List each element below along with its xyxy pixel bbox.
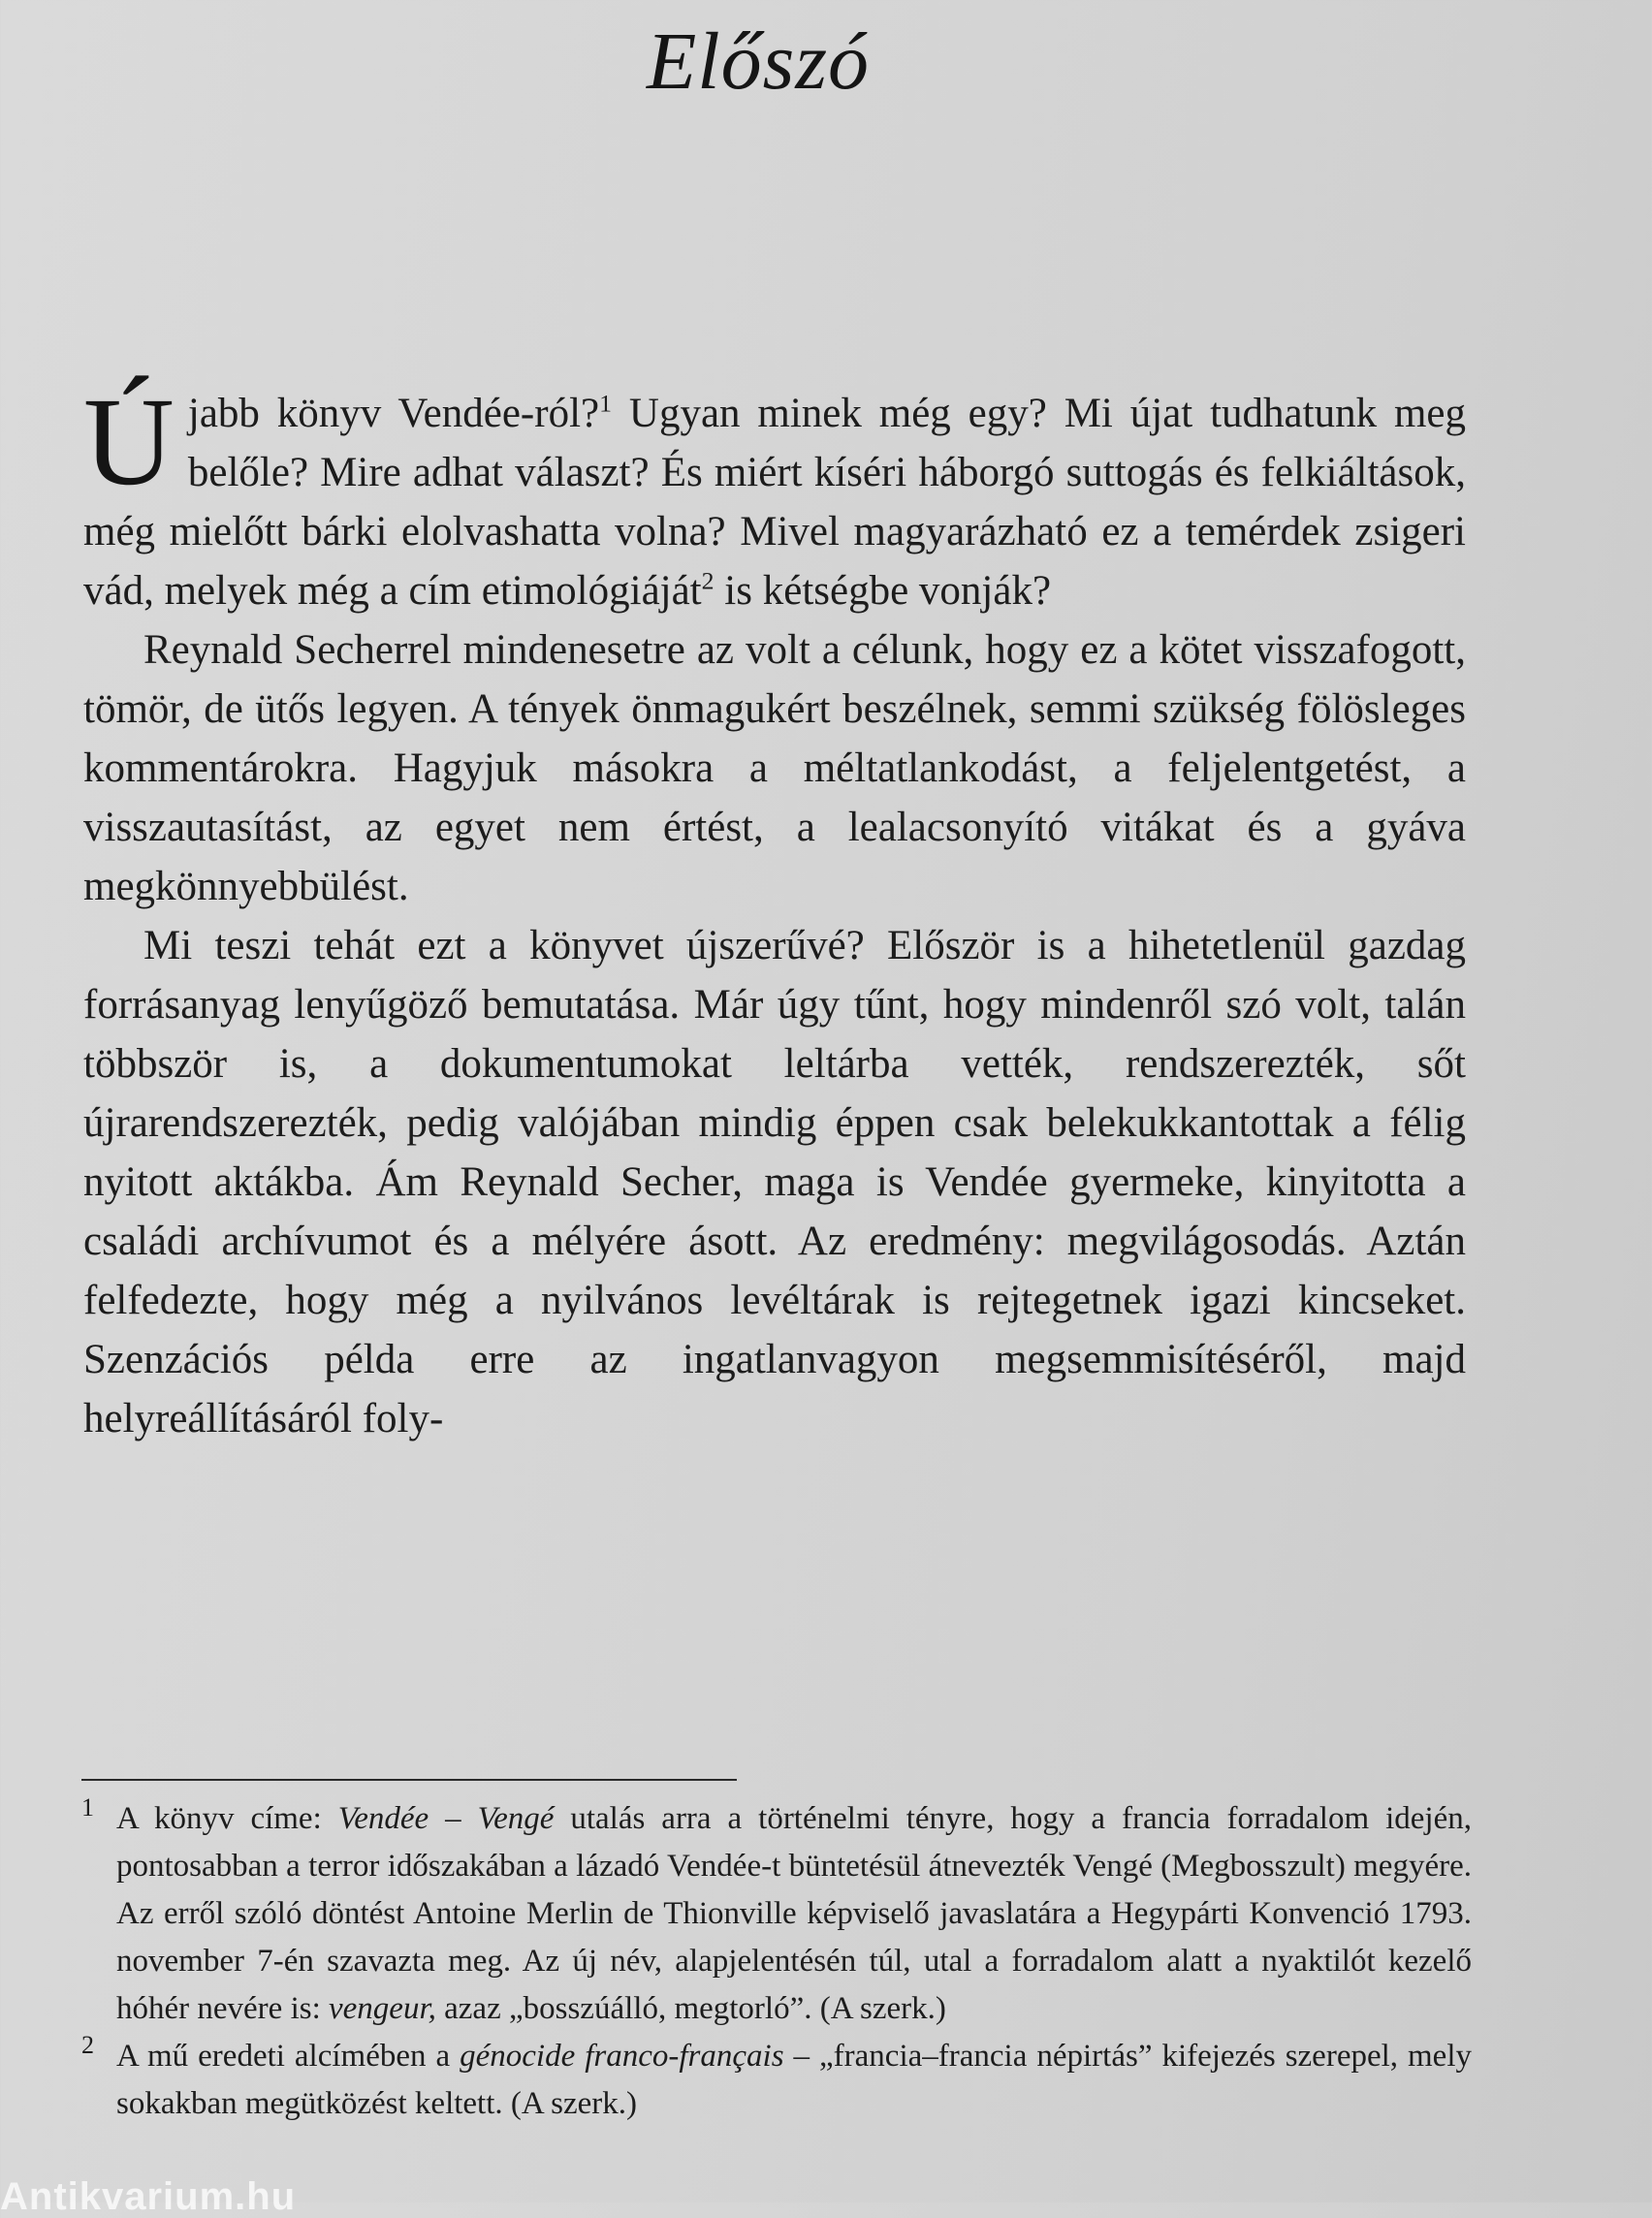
footnote-1-italic-a: Vendée – Vengé	[337, 1801, 555, 1836]
footnote-2-text-b: – „francia–francia népirtás” kifejezés szerepel, mely sokakban megütközést keltett. (A szerk.)	[116, 2039, 1473, 2121]
drop-cap: Ú	[83, 372, 175, 512]
footnote-ref-1[interactable]: 1	[599, 389, 613, 418]
paragraph-3: Mi teszi tehát ezt a könyvet újszerűvé? Először is a hihetetlenül gazdag forrásanyag lenyűgöző bemutatása. Már úgy tűnt, hogy mindenről szó volt, talán többször is, a dokumentumokat leltárba vették, rendszerezték, sőt újrarendszerezték, pedig valójában mindig éppen csak belekukkantottak a félig nyitott aktákba. Ám Reynald Secher, maga is Vendée gyermeke, kinyitotta a családi archívumot és a mélyére ásott. Az eredmény: megvilágosodás. Aztán felfedezte, hogy még a nyilvános levéltárak is rejtegetnek igazi kincseket. Szenzációs példa erre az ingatlanvagyon megsemmisítéséről, majd helyreállításáról foly-	[83, 923, 1466, 1442]
paragraph-1-text-a: jabb könyv Vendée-ról?	[187, 391, 600, 436]
footnote-2	[81, 2033, 1472, 2128]
body-text	[83, 372, 1466, 1448]
watermark: Antikvarium.hu	[0, 2175, 297, 2218]
paragraph-1-text-c: is kétségbe vonják?	[714, 568, 1052, 614]
footnote-divider	[81, 1779, 737, 1781]
footnote-number: 2	[81, 2031, 94, 2059]
paragraph-1	[83, 372, 1466, 620]
paragraph-2: Reynald Secherrel mindenesetre az volt a célunk, hogy ez a kötet visszafogott, tömör, de ütős legyen. A tények önmagukért beszélnek, semmi szükség fölösleges kommentárokra. Hagyjuk másokra a méltatlankodást, a feljelentgetést, a visszautasítást, az egyet nem értést, a lealacsonyító vitákat és a gyáva megkönnyebbülést.	[83, 627, 1466, 909]
footnote-2-text-a: A mű eredeti alcímében a	[116, 2039, 461, 2074]
footnotes	[81, 1795, 1472, 2128]
footnote-1-text-a: A könyv címe:	[116, 1801, 338, 1836]
footnote-number: 1	[81, 1793, 94, 1822]
footnote-1	[81, 1795, 1472, 2033]
page-title: Előszó	[646, 16, 871, 107]
footnote-2-italic-a: génocide franco-français	[460, 2039, 784, 2074]
footnote-ref-2[interactable]: 2	[701, 566, 715, 595]
footnote-1-text-b: utalás arra a történelmi tényre, hogy a francia forradalom idején, pontosabban a terror időszakában a lázadó Vendée-t büntetésül átnevezték Vengé (Megbosszult) megyére. Az erről szóló döntést Antoine Merlin de Thionville képviselő javaslatára a Hegypárti Konvenció 1793. november 7-én szavazta meg. Az új név, alapjelentésén túl, utal a forradalom alatt a nyaktilót kezelő hóhér nevére is:	[116, 1801, 1472, 2026]
footnote-1-italic-b: vengeur,	[329, 1991, 436, 2026]
footnote-1-text-c: azaz „bosszúálló, megtorló”. (A szerk.)	[435, 1991, 946, 2026]
paragraph-1-text-b: Ugyan minek még egy? Mi újat tudhatunk meg belőle? Mire adhat választ? És miért kíséri háborgó suttogás és felkiáltások, még mielőtt bárki elolvashatta volna? Mivel magyarázható ez a temérdek zsigeri vád, melyek még a cím etimológiáját	[83, 391, 1466, 614]
